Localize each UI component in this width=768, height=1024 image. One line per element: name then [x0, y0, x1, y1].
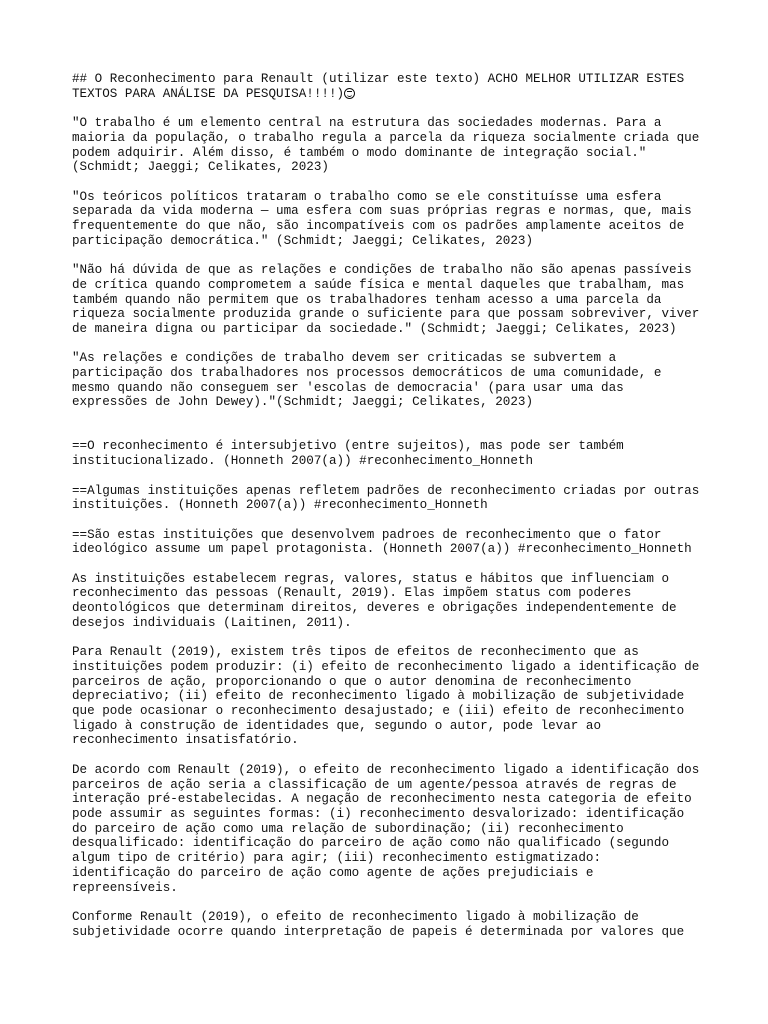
quote-paragraph-4: "As relações e condições de trabalho devem ser criticadas se subvertem a participação dos trabalhadores nos processos democráticos de uma comunidade, e mesmo quando não conseguem ser 'escolas de democracia' (para usar uma das expressões de John Dewey)."(Schmidt; Jaeggi; Celikates, 2023): [72, 351, 662, 410]
body-paragraph-1: As instituições estabelecem regras, valores, status e hábitos que influenciam o reconhecimento das pessoas (Renault, 2019). Elas impõem status com poderes deontológicos que determinam direitos, deveres e obrigações independentemente de desejos individuais (Laitinen, 2011).: [72, 571, 677, 630]
smiling-face-icon: [344, 88, 355, 99]
body-paragraph-3: De acordo com Renault (2019), o efeito de reconhecimento ligado a identificação dos parceiros de ação seria a classificação de um agente/pessoa através de regras de interação pré-estabelecidas. A negação de reconhecimento nesta categoria de efeito pode assumir as seguintes formas: (i) reconhecimento desvalorizado: identificação do parceiro de ação como uma relação de subordinação; (ii) reconhecimento desqualificado: identificação do parceiro de ação como não qualificado (segundo algum tipo de critério) para agir; (iii) reconhecimento estigmatizado: identificação do parceiro de ação como agente de ações prejudiciais e repreensíveis.: [72, 762, 700, 895]
blank-line: [72, 425, 702, 440]
quote-paragraph-1: "O trabalho é um elemento central na estrutura das sociedades modernas. Para a maioria da população, o trabalho regula a parcela da riqueza socialmente criada que podem adquirir. Além disso, é também o modo dominante de integração social." (Schmidt; Jaeggi; Celikates, 2023): [72, 116, 700, 175]
quote-paragraph-3: "Não há dúvida de que as relações e condições de trabalho não são apenas passíveis de crítica quando comprometem a saúde física e mental daqueles que trabalham, mas também quando não permitem que os trabalhadores tenham acesso a uma parcela da riqueza socialmente produzida grande o suficiente para que possam sobreviver, viver de maneira digna ou participar da sociedade." (Schmidt; Jaeggi; Celikates, 2023): [72, 263, 700, 336]
body-paragraph-2: Para Renault (2019), existem três tipos de efeitos de reconhecimento que as instituições podem produzir: (i) efeito de reconhecimento ligado a identificação de parceiros de ação, proporcionando o que o autor denomina de reconhecimento depreciativo; (ii) efeito de reconhecimento ligado à mobilização de subjetividade que pode ocasionar o reconhecimento desajustado; e (iii) efeito de reconhecimento ligado à construção de identidades que, segundo o autor, pode levar ao reconhecimento insatisfatório.: [72, 645, 700, 748]
heading-text: ## O Reconhecimento para Renault (utilizar este texto) ACHO MELHOR UTILIZAR ESTES TEXTOS PARA ANÁLISE DA PESQUISA!!!!): [72, 72, 685, 101]
highlight-note-1: ==O reconhecimento é intersubjetivo (entre sujeitos), mas pode ser também institucionalizado. (Honneth 2007(a)) #reconhecimento_Honneth: [72, 439, 624, 469]
highlight-note-2: ==Algumas instituições apenas refletem padrões de reconhecimento criadas por outras instituições. (Honneth 2007(a)) #reconhecimento_Honneth: [72, 483, 700, 513]
document-page: [72, 72, 702, 954]
quote-paragraph-2: "Os teóricos políticos trataram o trabalho como se ele constituísse uma esfera separada da vida moderna — uma esfera com suas próprias regras e normas, que, mais frequentemente do que não, são incompatíveis com os padrões amplamente aceitos de participação democrática." (Schmidt; Jaeggi; Celikates, 2023): [72, 189, 692, 248]
document-heading: [72, 72, 702, 101]
highlight-note-3: ==São estas instituições que desenvolvem padroes de reconhecimento que o fator ideológico assume um papel protagonista. (Honneth 2007(a)) #reconhecimento_Honneth: [72, 527, 692, 557]
body-paragraph-4: Conforme Renault (2019), o efeito de reconhecimento ligado à mobilização de subjetividade ocorre quando interpretação de papeis é determinada por valores que: [72, 909, 685, 939]
